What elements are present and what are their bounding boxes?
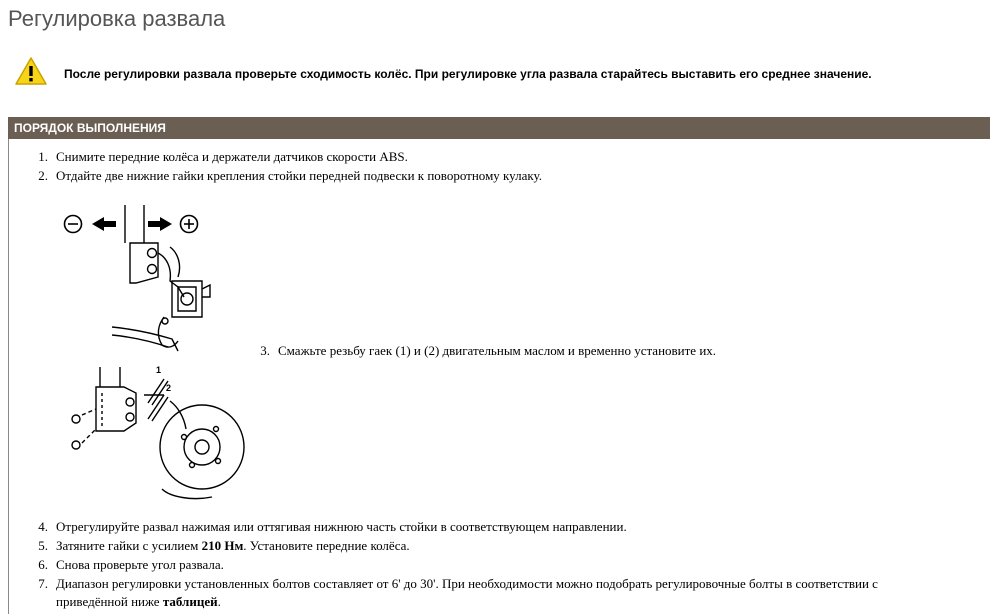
page-title: Регулировка развала — [8, 6, 226, 31]
content-border — [8, 139, 9, 614]
step-number: 5. — [38, 538, 48, 553]
label-1: 1 — [156, 365, 162, 375]
step-number: 4. — [38, 519, 48, 534]
arrow-right-icon — [148, 217, 172, 231]
step-number: 2. — [38, 168, 48, 183]
step-text: Смажьте резьбу гаек (1) и (2) двигательным маслом и временно установите их. — [278, 343, 717, 358]
table-link-text: таблицей — [162, 594, 218, 609]
step-number: 1. — [38, 149, 48, 164]
step-text: Затяните гайки с усилием 210 Нм. Установите передние колёса. — [56, 538, 410, 553]
step-number: 6. — [38, 557, 48, 572]
arrow-left-icon — [92, 217, 116, 231]
warning-icon — [14, 56, 48, 86]
section-header: ПОРЯДОК ВЫПОЛНЕНИЯ — [8, 117, 990, 139]
warning-text: После регулировки развала проверьте сходимость колёс. При регулировке угла развала старайтесь выставить его среднее значение. — [64, 67, 872, 81]
label-2: 2 — [166, 383, 172, 393]
step-text: Снова проверьте угол развала. — [56, 557, 224, 572]
lower-knuckle-drawing — [72, 367, 244, 499]
strut-knuckle-illustration — [52, 197, 262, 503]
step-text: Диапазон регулировки установленных болтов составляет от 6' до 30'. При необходимости можно подобрать регулировочные болты в соответствии с — [56, 576, 878, 591]
step-text: приведённой ниже таблицей. — [56, 594, 221, 609]
step-text: Снимите передние колёса и держатели датчиков скорости ABS. — [56, 149, 408, 164]
torque-value: 210 Нм — [201, 538, 244, 553]
step-text: Отдайте две нижние гайки крепления стойки передней подвески к поворотному кулаку. — [56, 168, 542, 183]
step-text: Отрегулируйте развал нажимая или оттягивая нижнюю часть стойки в соответствующем направлении. — [56, 519, 627, 534]
step-number: 3. — [260, 343, 270, 358]
step-number: 7. — [38, 576, 48, 591]
